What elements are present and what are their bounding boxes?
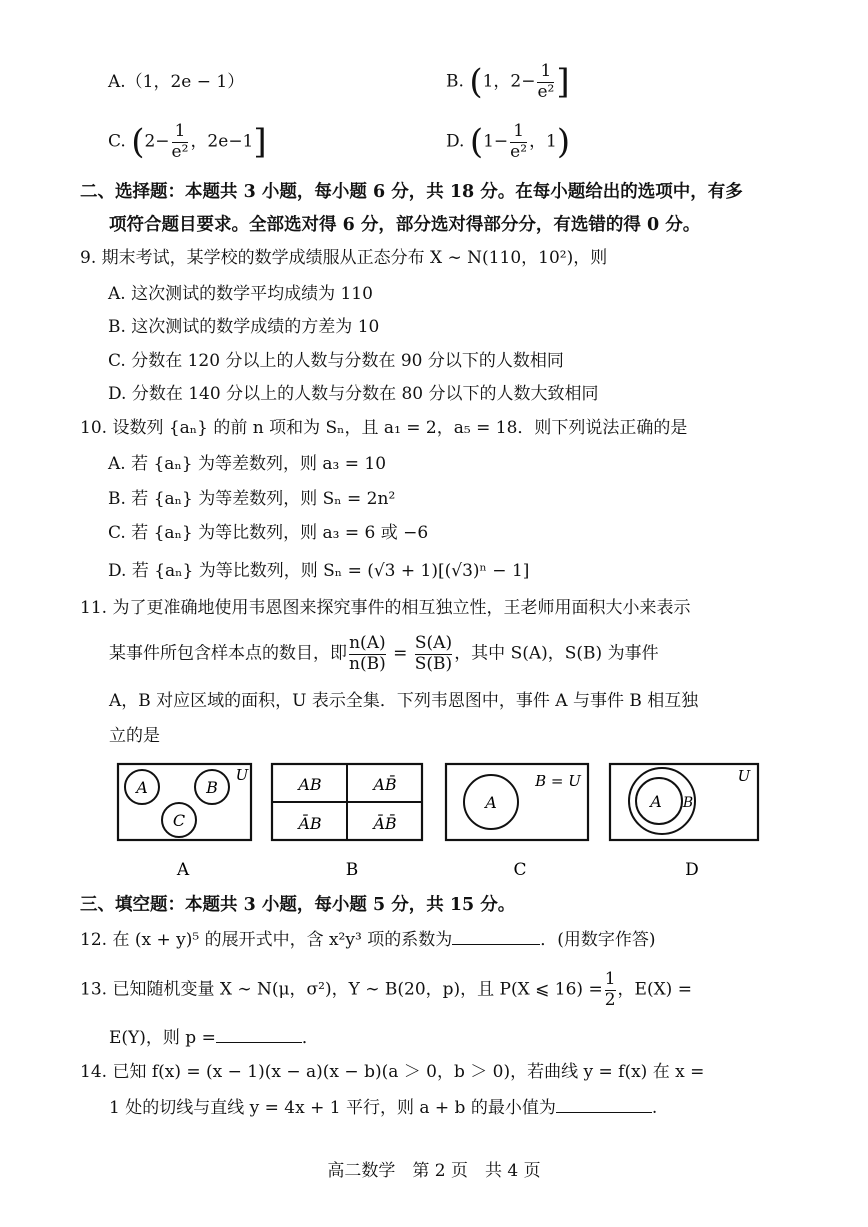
q8-option-b-left: 1，2− [482, 71, 536, 92]
q9-option-c: C. 分数在 120 分以上的人数与分数在 90 分以下的人数相同 [108, 351, 564, 371]
circle-c-label: C [172, 811, 186, 830]
diagram-a-label: A [176, 860, 190, 880]
left-bracket: ( [469, 62, 483, 103]
q14-line2-pre: 1 处的切线与直线 y = 4x + 1 平行，则 a + b 的最小值为 [109, 1098, 556, 1118]
q8-option-b [446, 62, 570, 102]
fraction [537, 62, 554, 102]
numerator: 1 [513, 121, 525, 141]
right-bracket: ] [253, 122, 267, 163]
cell-nota-notb: ĀB̄ [373, 814, 397, 833]
q11-line3: A，B 对应区域的面积，U 表示全集．下列韦恩图中，事件 A 与事件 B 相互独 [109, 691, 699, 711]
cell-ab: AB [298, 775, 322, 794]
q9-option-b: B. 这次测试的数学成绩的方差为 10 [108, 317, 380, 337]
venn-diagram-d [610, 764, 758, 880]
fraction-SA-SB [415, 634, 452, 674]
q8-option-b-prefix: B. [446, 71, 464, 92]
q8-option-d-right: ，1 [529, 131, 557, 152]
universe-label: U [235, 766, 249, 784]
fraction [172, 122, 189, 162]
q12-post: ．(用数字作答) [540, 930, 656, 950]
q8-option-d-prefix: D. [446, 131, 465, 152]
venn-diagrams [0, 755, 868, 885]
q11-line1: 11. 为了更准确地使用韦恩图来探究事件的相互独立性，王老师用面积大小来表示 [80, 598, 691, 618]
right-bracket: ] [556, 62, 570, 103]
q14-line2-post: . [651, 1098, 658, 1118]
universe-label: U [737, 767, 751, 785]
q10-stem: 10. 设数列 {aₙ} 的前 n 项和为 Sₙ，且 a₁ = 2，a₅ = 18．则下列说法正确的是 [80, 418, 688, 438]
q14-answer-blank[interactable] [556, 1098, 652, 1113]
q9-option-a: A. 这次测试的数学平均成绩为 110 [108, 284, 373, 304]
right-bracket: ) [556, 122, 571, 163]
q8-option-c-left: 2− [144, 131, 170, 152]
left-bracket: ( [469, 122, 484, 163]
diagram-b-label: B [345, 860, 359, 880]
denominator: e² [537, 81, 555, 102]
q13-line2-post: ． [301, 1028, 319, 1048]
numerator: S(A) [414, 633, 453, 653]
q13-line2 [109, 1028, 319, 1047]
denominator: S(B) [414, 653, 453, 674]
circle-a-label: A [136, 778, 148, 797]
q8-option-d-left: 1− [483, 131, 509, 152]
q11-line2-pre: 某事件所包含样本点的数目，即 [109, 643, 347, 664]
q10-option-b: B. 若 {aₙ} 为等差数列，则 Sₙ = 2n² [108, 489, 396, 509]
circle-a-label: A [650, 792, 662, 811]
q11-line2: 某事件所包含样本点的数目，即 $\frac{n(A)}{n(B)}$ = $\frac{S(A)}{S(B)}$ ，其中 S(A)，S(B) 为事件 [109, 633, 659, 674]
diagram-c-label: C [513, 860, 527, 880]
circle-b-label: B [206, 778, 218, 797]
section2-heading-line1: 二、选择题：本题共 3 小题，每小题 6 分，共 18 分。在每小题给出的选项中，有多 [80, 182, 743, 202]
b-equals-u-label: B = U [535, 772, 581, 790]
denominator: e² [510, 141, 528, 162]
page-footer: 高二数学 第 2 页 共 4 页 [327, 1161, 541, 1181]
fraction-one-half [605, 970, 616, 1010]
q14-line1: 14. 已知 f(x) = (x − 1)(x − a)(x − b)(a ＞ 0，b ＞ 0)，若曲线 y = f(x) 在 x = [80, 1062, 705, 1082]
q11-line4: 立的是 [109, 726, 160, 746]
numerator: 1 [174, 121, 186, 141]
cell-nota-b: ĀB [298, 814, 322, 833]
section2-heading-line2: 项符合题目要求。全部选对得 6 分，部分选对得部分分，有选错的得 0 分。 [109, 215, 701, 235]
q13-answer-blank[interactable] [216, 1028, 302, 1043]
q13-post: ，E(X) = [617, 979, 692, 1000]
q12-pre: 12. 在 (x + y)⁵ 的展开式中，含 x²y³ 项的系数为 [80, 930, 453, 950]
q8-option-c-prefix: C. [108, 131, 126, 152]
left-bracket: ( [131, 122, 145, 163]
circle-a-label: A [485, 793, 497, 812]
q10-option-a: A. 若 {aₙ} 为等差数列，则 a₃ = 10 [108, 454, 387, 474]
q10-option-c: C. 若 {aₙ} 为等比数列，则 a₃ = 6 或 −6 [108, 523, 429, 543]
venn-diagram-b [272, 764, 422, 880]
venn-diagram-a [118, 764, 251, 880]
q12-answer-blank[interactable] [452, 930, 540, 945]
q8-option-c-right: ，2e−1 [190, 131, 254, 152]
q13-line2-pre: E(Y)，则 p = [109, 1028, 216, 1048]
q14-line2 [109, 1098, 657, 1117]
section3-heading: 三、填空题：本题共 3 小题，每小题 5 分，共 15 分。 [80, 895, 516, 915]
venn-diagram-c [446, 764, 588, 880]
q10-option-d: D. 若 {aₙ} 为等比数列，则 Sₙ = (√3 + 1)[(√3)ⁿ − 1] [108, 561, 530, 581]
q12 [80, 930, 655, 949]
q8-option-a: A.（1，2e − 1） [108, 72, 245, 92]
fraction-nA-nB [349, 634, 386, 674]
circle-b-label: B [682, 795, 694, 811]
fraction [510, 122, 527, 162]
numerator: n(A) [349, 633, 386, 653]
numerator: 1 [604, 969, 616, 989]
denominator: 2 [604, 989, 616, 1010]
diagram-d-label: D [685, 860, 699, 880]
cell-a-notb: AB̄ [373, 775, 397, 794]
q11-line2-post: ，其中 S(A)，S(B) 为事件 [454, 643, 659, 664]
q13-line1 [80, 970, 692, 1010]
denominator: e² [171, 141, 189, 162]
q13-pre: 13. 已知随机变量 X ∼ N(μ，σ²)，Y ∼ B(20，p)，且 P(X ⩽ 16) = [80, 979, 603, 1000]
q8-option-d [446, 122, 570, 162]
q8-option-c [108, 122, 267, 162]
numerator: 1 [540, 61, 552, 81]
q9-option-d: D. 分数在 140 分以上的人数与分数在 80 分以下的人数大致相同 [108, 384, 599, 404]
denominator: n(B) [349, 653, 386, 674]
q9-stem: 9. 期末考试，某学校的数学成绩服从正态分布 X ∼ N(110，10²)，则 [80, 248, 608, 268]
